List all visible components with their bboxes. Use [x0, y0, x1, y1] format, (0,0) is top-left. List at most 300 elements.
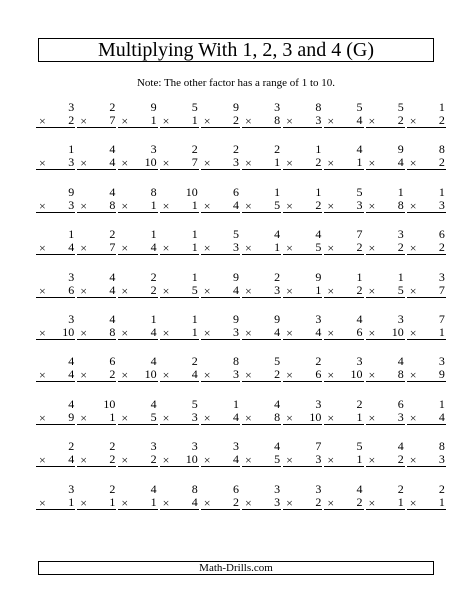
multiply-sign: ×: [244, 495, 252, 510]
top-factor: 9: [274, 311, 281, 326]
bottom-factor: 3: [397, 409, 404, 424]
answer-line: [118, 509, 157, 510]
answer-line: [283, 297, 322, 298]
answer-line: [160, 424, 199, 425]
multiplication-problem: [323, 481, 364, 523]
bottom-factor: 1: [150, 197, 157, 212]
multiply-sign: ×: [162, 156, 170, 171]
multiplication-problem: [323, 396, 364, 438]
answer-line: [118, 254, 157, 255]
multiply-sign: ×: [80, 156, 87, 171]
answer-line: [77, 509, 116, 510]
multiplication-problem: [282, 438, 323, 480]
multiplication-problem: [76, 184, 117, 226]
multiplication-problem: [241, 226, 282, 268]
answer-line: [201, 127, 240, 128]
multiply-sign: ×: [368, 410, 376, 425]
top-factor: 1: [356, 269, 363, 284]
bottom-factor: 3: [274, 282, 281, 297]
bottom-factor: 1: [191, 113, 198, 127]
answer-line: [283, 127, 322, 128]
multiply-sign: ×: [368, 156, 376, 171]
bottom-factor: 1: [315, 282, 322, 297]
multiplication-problem: [323, 99, 364, 141]
answer-line: [366, 466, 405, 467]
bottom-factor: 1: [438, 324, 445, 339]
top-factor: 3: [191, 439, 198, 454]
bottom-factor: 3: [438, 452, 445, 467]
bottom-factor: 7: [109, 113, 116, 127]
multiplication-problem: [406, 269, 447, 311]
multiply-sign: ×: [80, 368, 87, 383]
multiplication-problem: [365, 141, 406, 183]
multiply-sign: ×: [121, 241, 129, 256]
answer-line: [283, 466, 322, 467]
multiply-sign: ×: [409, 495, 417, 510]
multiply-sign: ×: [80, 495, 87, 510]
answer-line: [201, 297, 240, 298]
answer-line: [201, 381, 240, 382]
answer-line: [324, 254, 363, 255]
top-factor: 1: [438, 396, 445, 411]
multiplication-problem: [159, 99, 200, 141]
bottom-factor: 5: [274, 197, 281, 212]
multiply-sign: ×: [121, 114, 129, 128]
multiplication-problem: [365, 226, 406, 268]
multiply-sign: ×: [327, 495, 335, 510]
multiply-sign: ×: [39, 114, 46, 128]
answer-line: [407, 254, 446, 255]
answer-line: [283, 381, 322, 382]
multiply-sign: ×: [80, 114, 87, 128]
bottom-factor: 2: [438, 113, 445, 127]
multiplication-problem: [323, 184, 364, 226]
top-factor: 7: [438, 311, 445, 326]
bottom-factor: 2: [315, 155, 322, 170]
multiply-sign: ×: [39, 495, 46, 510]
top-factor: 4: [274, 227, 281, 242]
multiplication-problem: [323, 141, 364, 183]
top-factor: 2: [274, 269, 281, 284]
multiplication-problem: [117, 396, 158, 438]
bottom-factor: 1: [191, 197, 198, 212]
multiplication-problem: [117, 269, 158, 311]
multiply-sign: ×: [39, 241, 46, 256]
multiply-sign: ×: [80, 241, 87, 256]
multiply-sign: ×: [244, 241, 252, 256]
multiply-sign: ×: [286, 325, 293, 340]
bottom-factor: 2: [356, 282, 363, 297]
top-factor: 6: [232, 184, 239, 199]
multiplication-problem: [200, 311, 241, 353]
bottom-factor: 4: [356, 113, 363, 127]
bottom-factor: 3: [232, 240, 239, 255]
multiplication-problem: [406, 481, 447, 523]
multiply-sign: ×: [409, 198, 417, 213]
top-factor: 8: [315, 100, 322, 114]
bottom-factor: 4: [232, 282, 239, 297]
multiply-sign: ×: [244, 368, 252, 383]
bottom-factor: 2: [68, 113, 75, 127]
multiplication-problem: [282, 141, 323, 183]
multiply-sign: ×: [244, 410, 252, 425]
multiplication-problem: [282, 311, 323, 353]
multiplication-problem: [76, 99, 117, 141]
top-factor: 4: [274, 439, 281, 454]
footer-text: Math-Drills.com: [199, 561, 273, 574]
footer: [38, 561, 434, 575]
top-factor: 9: [232, 311, 239, 326]
multiply-sign: ×: [39, 325, 46, 340]
problem-grid: [35, 99, 447, 523]
bottom-factor: 1: [191, 240, 198, 255]
multiplication-problem: [200, 481, 241, 523]
top-factor: 4: [356, 481, 363, 496]
multiply-sign: ×: [368, 368, 376, 383]
bottom-factor: 8: [109, 324, 116, 339]
bottom-factor: 2: [232, 494, 239, 509]
top-factor: 8: [438, 439, 445, 454]
top-factor: 9: [150, 100, 157, 114]
answer-line: [36, 381, 75, 382]
top-factor: 2: [232, 142, 239, 157]
top-factor: 3: [274, 481, 281, 496]
answer-line: [366, 297, 405, 298]
answer-line: [77, 127, 116, 128]
bottom-factor: 1: [109, 494, 116, 509]
multiplication-problem: [76, 481, 117, 523]
top-factor: 4: [356, 311, 363, 326]
multiply-sign: ×: [121, 198, 129, 213]
answer-line: [36, 169, 75, 170]
multiplication-problem: [35, 438, 76, 480]
answer-line: [407, 127, 446, 128]
bottom-factor: 1: [397, 494, 404, 509]
answer-line: [283, 509, 322, 510]
multiply-sign: ×: [286, 156, 293, 171]
worksheet-title-text: Multiplying With 1, 2, 3 and 4 (G): [97, 39, 375, 61]
multiply-sign: ×: [162, 410, 170, 425]
bottom-factor: 10: [144, 367, 157, 382]
multiply-sign: ×: [121, 453, 129, 468]
answer-line: [36, 466, 75, 467]
multiplication-problem: [200, 396, 241, 438]
multiply-sign: ×: [327, 156, 335, 171]
multiplication-problem: [406, 99, 447, 141]
multiplication-problem: [159, 226, 200, 268]
bottom-factor: 7: [438, 282, 445, 297]
answer-line: [160, 297, 199, 298]
multiplication-problem: [117, 438, 158, 480]
bottom-factor: 2: [397, 452, 404, 467]
top-factor: 1: [315, 142, 322, 157]
multiply-sign: ×: [244, 453, 252, 468]
bottom-factor: 3: [68, 197, 75, 212]
bottom-factor: 5: [397, 282, 404, 297]
bottom-factor: 4: [438, 409, 445, 424]
multiply-sign: ×: [39, 156, 46, 171]
bottom-factor: 9: [68, 409, 75, 424]
multiplication-problem: [406, 353, 447, 395]
bottom-factor: 1: [191, 324, 198, 339]
bottom-factor: 2: [356, 494, 363, 509]
multiplication-problem: [159, 481, 200, 523]
multiply-sign: ×: [121, 283, 129, 298]
top-factor: 2: [191, 142, 198, 157]
multiplication-problem: [35, 99, 76, 141]
bottom-factor: 3: [232, 324, 239, 339]
answer-line: [324, 466, 363, 467]
multiply-sign: ×: [409, 410, 417, 425]
top-factor: 3: [397, 227, 404, 242]
top-factor: 5: [356, 184, 363, 199]
answer-line: [407, 466, 446, 467]
answer-line: [77, 381, 116, 382]
multiplication-problem: [365, 99, 406, 141]
multiply-sign: ×: [121, 368, 129, 383]
multiply-sign: ×: [80, 325, 87, 340]
top-factor: 6: [109, 354, 116, 369]
bottom-factor: 10: [144, 155, 157, 170]
multiply-sign: ×: [286, 453, 293, 468]
multiply-sign: ×: [162, 283, 170, 298]
multiplication-problem: [117, 184, 158, 226]
multiply-sign: ×: [203, 325, 211, 340]
bottom-factor: 1: [68, 494, 75, 509]
top-factor: 1: [397, 269, 404, 284]
answer-line: [201, 509, 240, 510]
bottom-factor: 3: [68, 155, 75, 170]
multiply-sign: ×: [39, 283, 46, 298]
answer-line: [242, 424, 281, 425]
bottom-factor: 1: [274, 155, 281, 170]
answer-line: [324, 381, 363, 382]
bottom-factor: 1: [356, 409, 363, 424]
multiply-sign: ×: [409, 241, 417, 256]
answer-line: [36, 424, 75, 425]
multiply-sign: ×: [409, 453, 417, 468]
bottom-factor: 4: [397, 155, 404, 170]
multiplication-problem: [241, 99, 282, 141]
answer-line: [324, 509, 363, 510]
answer-line: [407, 381, 446, 382]
multiply-sign: ×: [80, 198, 87, 213]
bottom-factor: 2: [356, 240, 363, 255]
answer-line: [36, 212, 75, 213]
bottom-factor: 10: [62, 324, 75, 339]
multiplication-problem: [406, 311, 447, 353]
answer-line: [283, 212, 322, 213]
multiply-sign: ×: [286, 283, 293, 298]
answer-line: [407, 212, 446, 213]
multiplication-problem: [365, 396, 406, 438]
multiplication-problem: [117, 141, 158, 183]
top-factor: 2: [150, 269, 157, 284]
top-factor: 3: [397, 311, 404, 326]
top-factor: 2: [356, 396, 363, 411]
answer-line: [242, 509, 281, 510]
worksheet-title: [38, 38, 434, 62]
answer-line: [242, 254, 281, 255]
range-note: Note: The other factor has a range of 1 to 10.: [136, 77, 336, 89]
multiply-sign: ×: [327, 241, 335, 256]
multiplication-problem: [159, 269, 200, 311]
multiply-sign: ×: [327, 325, 335, 340]
top-factor: 4: [150, 481, 157, 496]
answer-line: [242, 169, 281, 170]
multiply-sign: ×: [368, 198, 376, 213]
answer-line: [283, 339, 322, 340]
top-factor: 3: [68, 269, 75, 284]
top-factor: 2: [274, 142, 281, 157]
multiply-sign: ×: [203, 410, 211, 425]
multiply-sign: ×: [39, 198, 46, 213]
bottom-factor: 2: [397, 240, 404, 255]
top-factor: 5: [232, 227, 239, 242]
answer-line: [324, 169, 363, 170]
bottom-factor: 3: [315, 452, 322, 467]
multiplication-problem: [241, 269, 282, 311]
multiplication-problem: [241, 353, 282, 395]
answer-line: [324, 424, 363, 425]
answer-line: [77, 254, 116, 255]
top-factor: 4: [274, 396, 281, 411]
multiplication-problem: [241, 438, 282, 480]
top-factor: 2: [68, 439, 75, 454]
bottom-factor: 4: [68, 452, 75, 467]
multiply-sign: ×: [39, 453, 46, 468]
answer-line: [160, 509, 199, 510]
answer-line: [36, 339, 75, 340]
multiplication-problem: [241, 184, 282, 226]
bottom-factor: 6: [356, 324, 363, 339]
bottom-factor: 4: [274, 324, 281, 339]
bottom-factor: 8: [274, 113, 281, 127]
bottom-factor: 3: [315, 113, 322, 127]
top-factor: 3: [232, 439, 239, 454]
answer-line: [118, 424, 157, 425]
multiply-sign: ×: [162, 198, 170, 213]
multiplication-problem: [76, 396, 117, 438]
multiplication-problem: [200, 438, 241, 480]
bottom-factor: 4: [191, 494, 198, 509]
multiply-sign: ×: [286, 368, 293, 383]
top-factor: 3: [315, 481, 322, 496]
top-factor: 4: [109, 311, 116, 326]
answer-line: [118, 297, 157, 298]
multiplication-problem: [159, 353, 200, 395]
multiplication-problem: [117, 311, 158, 353]
answer-line: [201, 466, 240, 467]
answer-line: [77, 424, 116, 425]
multiply-sign: ×: [286, 198, 293, 213]
multiplication-problem: [76, 438, 117, 480]
bottom-factor: 8: [397, 197, 404, 212]
top-factor: 7: [356, 227, 363, 242]
bottom-factor: 4: [68, 367, 75, 382]
answer-line: [160, 381, 199, 382]
bottom-factor: 3: [232, 367, 239, 382]
bottom-factor: 1: [274, 240, 281, 255]
answer-line: [36, 509, 75, 510]
bottom-factor: 10: [309, 409, 322, 424]
multiply-sign: ×: [244, 114, 252, 128]
multiplication-problem: [406, 141, 447, 183]
top-factor: 1: [68, 142, 75, 157]
multiply-sign: ×: [203, 198, 211, 213]
answer-line: [160, 466, 199, 467]
top-factor: 9: [397, 142, 404, 157]
answer-line: [201, 254, 240, 255]
multiply-sign: ×: [121, 156, 129, 171]
top-factor: 1: [438, 100, 445, 114]
top-factor: 3: [150, 439, 157, 454]
answer-line: [77, 169, 116, 170]
multiply-sign: ×: [121, 495, 129, 510]
top-factor: 3: [150, 142, 157, 157]
top-factor: 2: [109, 100, 116, 114]
answer-line: [201, 212, 240, 213]
answer-line: [160, 127, 199, 128]
bottom-factor: 5: [274, 452, 281, 467]
top-factor: 2: [191, 354, 198, 369]
top-factor: 5: [397, 100, 404, 114]
answer-line: [366, 509, 405, 510]
multiplication-problem: [35, 141, 76, 183]
answer-line: [407, 339, 446, 340]
multiplication-problem: [76, 353, 117, 395]
bottom-factor: 2: [438, 155, 445, 170]
top-factor: 4: [68, 396, 75, 411]
multiply-sign: ×: [327, 114, 335, 128]
multiplication-problem: [76, 141, 117, 183]
multiplication-problem: [35, 269, 76, 311]
multiply-sign: ×: [286, 114, 293, 128]
answer-line: [160, 339, 199, 340]
multiply-sign: ×: [162, 495, 170, 510]
top-factor: 4: [315, 227, 322, 242]
multiplication-problem: [35, 481, 76, 523]
bottom-factor: 4: [68, 240, 75, 255]
bottom-factor: 2: [109, 367, 116, 382]
multiply-sign: ×: [368, 495, 376, 510]
bottom-factor: 2: [397, 113, 404, 127]
bottom-factor: 1: [150, 494, 157, 509]
answer-line: [77, 212, 116, 213]
top-factor: 4: [356, 142, 363, 157]
answer-line: [242, 381, 281, 382]
top-factor: 7: [315, 439, 322, 454]
top-factor: 5: [191, 396, 198, 411]
multiplication-problem: [241, 311, 282, 353]
answer-line: [242, 127, 281, 128]
multiply-sign: ×: [203, 283, 211, 298]
bottom-factor: 5: [150, 409, 157, 424]
bottom-factor: 4: [315, 324, 322, 339]
multiply-sign: ×: [121, 325, 129, 340]
multiply-sign: ×: [286, 410, 293, 425]
multiplication-problem: [117, 99, 158, 141]
bottom-factor: 9: [438, 367, 445, 382]
multiplication-problem: [76, 269, 117, 311]
top-factor: 5: [356, 100, 363, 114]
answer-line: [77, 339, 116, 340]
answer-line: [242, 339, 281, 340]
answer-line: [366, 127, 405, 128]
bottom-factor: 6: [68, 282, 75, 297]
top-factor: 9: [315, 269, 322, 284]
bottom-factor: 5: [315, 240, 322, 255]
